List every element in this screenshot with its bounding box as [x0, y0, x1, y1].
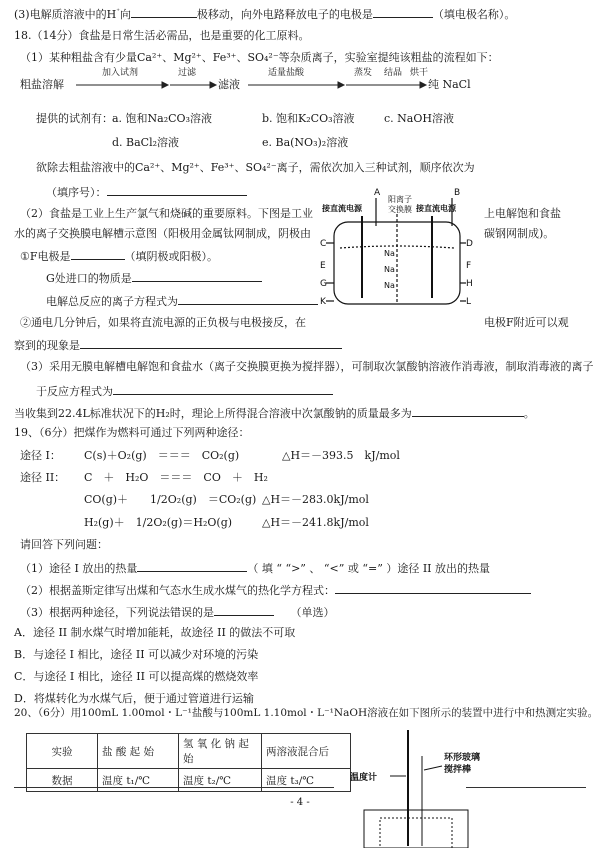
electrolysis-cell-diagram — [312, 186, 482, 310]
route-2-h2: H₂(g)＋ 1/2O₂(g)＝H₂O(g) △H＝－241.8kJ/mol — [84, 516, 369, 529]
q18-3a: （3）采用无膜电解槽电解饱和食盐水（离子交换膜更换为搅拌器），可制取次氯酸钠溶液作消毒液，制取消毒液的离子 — [20, 360, 594, 373]
label-g: G — [320, 279, 327, 289]
option-d: D．将煤转化为水煤气后，便于通过管道进行运输 — [14, 692, 254, 705]
q19-1: （1）途径 I 放出的热量 （ 填 “ “>” 、 “<” 或 “=” ）途径 II 放出的热量 — [20, 562, 491, 575]
q18-3b: 于反应方程式为 — [36, 383, 333, 399]
ion-na-2: Na — [384, 265, 395, 274]
answer-blank[interactable] — [373, 6, 433, 18]
reagents-row-2: d. BaCl₂溶液 e. Ba(NO₃)₂溶液 — [112, 136, 349, 149]
power-right: 接直流电源 — [416, 204, 456, 213]
flow-arrows — [20, 76, 580, 104]
table-row: 数据 温度 t₁/℃ 温度 t₂/℃ 温度 t₃/℃ — [27, 769, 351, 792]
q18-2a-right: 上电解饱和食盐 — [484, 207, 561, 220]
g-inlet: G处进口的物质是 — [46, 270, 262, 286]
answer-blank[interactable] — [214, 604, 274, 616]
remove-ions: 欲除去粗盐溶液中的Ca²⁺、Mg²⁺、Fe³⁺、SO₄²⁻离子，需依次加入三种试剂，顺序依次为 — [36, 161, 475, 174]
answer-blank[interactable] — [71, 248, 125, 260]
reagents-row-1: 提供的试剂有： a. 饱和Na₂CO₃溶液 b. 饱和K₂CO₃溶液 c. NaOH溶液 — [36, 112, 454, 125]
label-l: L — [466, 297, 472, 307]
answer-blank[interactable] — [80, 337, 342, 349]
option-c: C．与途径 I 相比，途径 II 可以提高煤的燃烧效率 — [14, 670, 259, 683]
answer-blank[interactable] — [412, 405, 524, 417]
answer-blank[interactable] — [132, 270, 262, 282]
answer-blank[interactable] — [131, 6, 197, 18]
route-2-co: CO(g)＋ 1/2O₂(g) ＝CO₂(g) △H＝－283.0kJ/mol — [84, 493, 369, 506]
f-pole: ①F电极是 （填阴极或阳极）。 — [20, 250, 218, 263]
option-a: A．途径 II 制水煤气时增加能耗，故途径 II 的做法不可取 — [14, 626, 296, 639]
q18-2b-right: 碳钢网制成)。 — [484, 227, 555, 240]
label-d: D — [466, 239, 473, 249]
answer-blank[interactable] — [113, 383, 333, 395]
q19-3: （3）根据两种途径，下列说法错误的是 （单选） — [20, 606, 335, 619]
q18-3c: 当收集到22.4L标准状况下的H₂时，理论上所得混合溶液中次氯酸钠的质量最多为 。 — [14, 407, 535, 420]
power-left: 接直流电源 — [322, 204, 362, 213]
ion-na-3: Na — [384, 281, 395, 290]
answer-intro: 请回答下列问题： — [20, 538, 108, 551]
answer-blank[interactable] — [137, 560, 247, 572]
q18-title: 18.（14分）食盐是日常生活必需品，也是重要的化工原料。 — [14, 29, 310, 42]
q19-title: 19、（6分）把煤作为燃料可通过下列两种途径： — [14, 426, 250, 439]
experiment-data-table — [26, 733, 351, 792]
table-row: 实验 盐 酸 起 始 氢 氧 化 钠 起 始 两溶液混合后 — [27, 734, 351, 769]
label-b: B — [454, 188, 461, 198]
stirrer-label-2: 搅拌棒 — [444, 765, 472, 775]
label-a: A — [374, 188, 381, 198]
label-f: F — [466, 261, 472, 271]
q19-2: （2）根据盖斯定律写出煤和气态水生成水煤气的热化学方程式： — [20, 582, 531, 598]
q18-2a: （2）食盐是工业上生产氯气和烧碱的重要原料。下图是工业 — [20, 207, 313, 220]
route-2: 途径 II： C ＋ H₂O ＝＝＝ CO ＋ H₂ — [20, 471, 268, 484]
q17-3-line: (3)电解质溶液中的H⁺向 极移动，向外电路释放电子的电极是 （填电极名称）。 — [14, 7, 516, 21]
stirrer-pointer — [424, 766, 442, 770]
inner-beaker — [380, 818, 452, 848]
membrane-label-1: 阳离子 — [388, 195, 412, 204]
footer-rule — [14, 787, 334, 788]
reverse-b: 察到的现象是 — [14, 337, 342, 353]
answer-blank[interactable] — [178, 293, 318, 305]
label-e: E — [320, 261, 326, 271]
page-number: - 4 - — [290, 797, 310, 808]
ion-na-1: Na — [384, 249, 395, 258]
reverse-a-right: 电极F附近可以观 — [484, 316, 569, 329]
total-ion-eq: 电解总反应的离子方程式为 — [46, 293, 318, 309]
label-k: K — [320, 297, 326, 307]
thermometer-label: 温度计 — [350, 773, 378, 783]
option-b: B．与途径 I 相比，途径 II 可以减少对环境的污染 — [14, 648, 259, 661]
answer-blank[interactable] — [107, 184, 247, 196]
route-1: 途径 I： C(s)＋O₂(g) ＝＝＝ CO₂(g) △H＝－393.5 kJ/mol — [20, 449, 400, 462]
footer-rule — [466, 787, 586, 788]
q18-1: （1）某种粗盐含有少量Ca²⁺、Mg²⁺、Fe³⁺、SO₄²⁻等杂质离子，实验室提纯该粗盐的流程如下： — [20, 51, 499, 64]
membrane-label-2: 交换膜 — [388, 205, 412, 214]
stirrer-label-1: 环形玻璃 — [444, 753, 481, 763]
label-c: C — [320, 239, 327, 249]
reverse-a: ②通电几分钟后，如果将直流电源的正负极与电极接反，在 — [20, 316, 306, 329]
q20-a: 20、（6分）用100mL 1.00mol・L⁻¹盐酸与100mL 1.10mol・L⁻¹NaOH溶液在如下图所示的装置中进行中和热测定实验。 — [14, 707, 599, 719]
answer-blank[interactable] — [335, 582, 531, 594]
label-h: H — [466, 279, 473, 289]
flow-chart: 粗盐溶解 加入试剂 过滤 滤液 适量盐酸 蒸发 结晶 烘干 纯 NaCl — [20, 76, 580, 104]
q18-2b: 水的离子交换膜电解槽示意图（阳极用金属钛网制成，阴极由 — [14, 227, 311, 240]
fill-seq: （填序号）： — [46, 184, 247, 200]
